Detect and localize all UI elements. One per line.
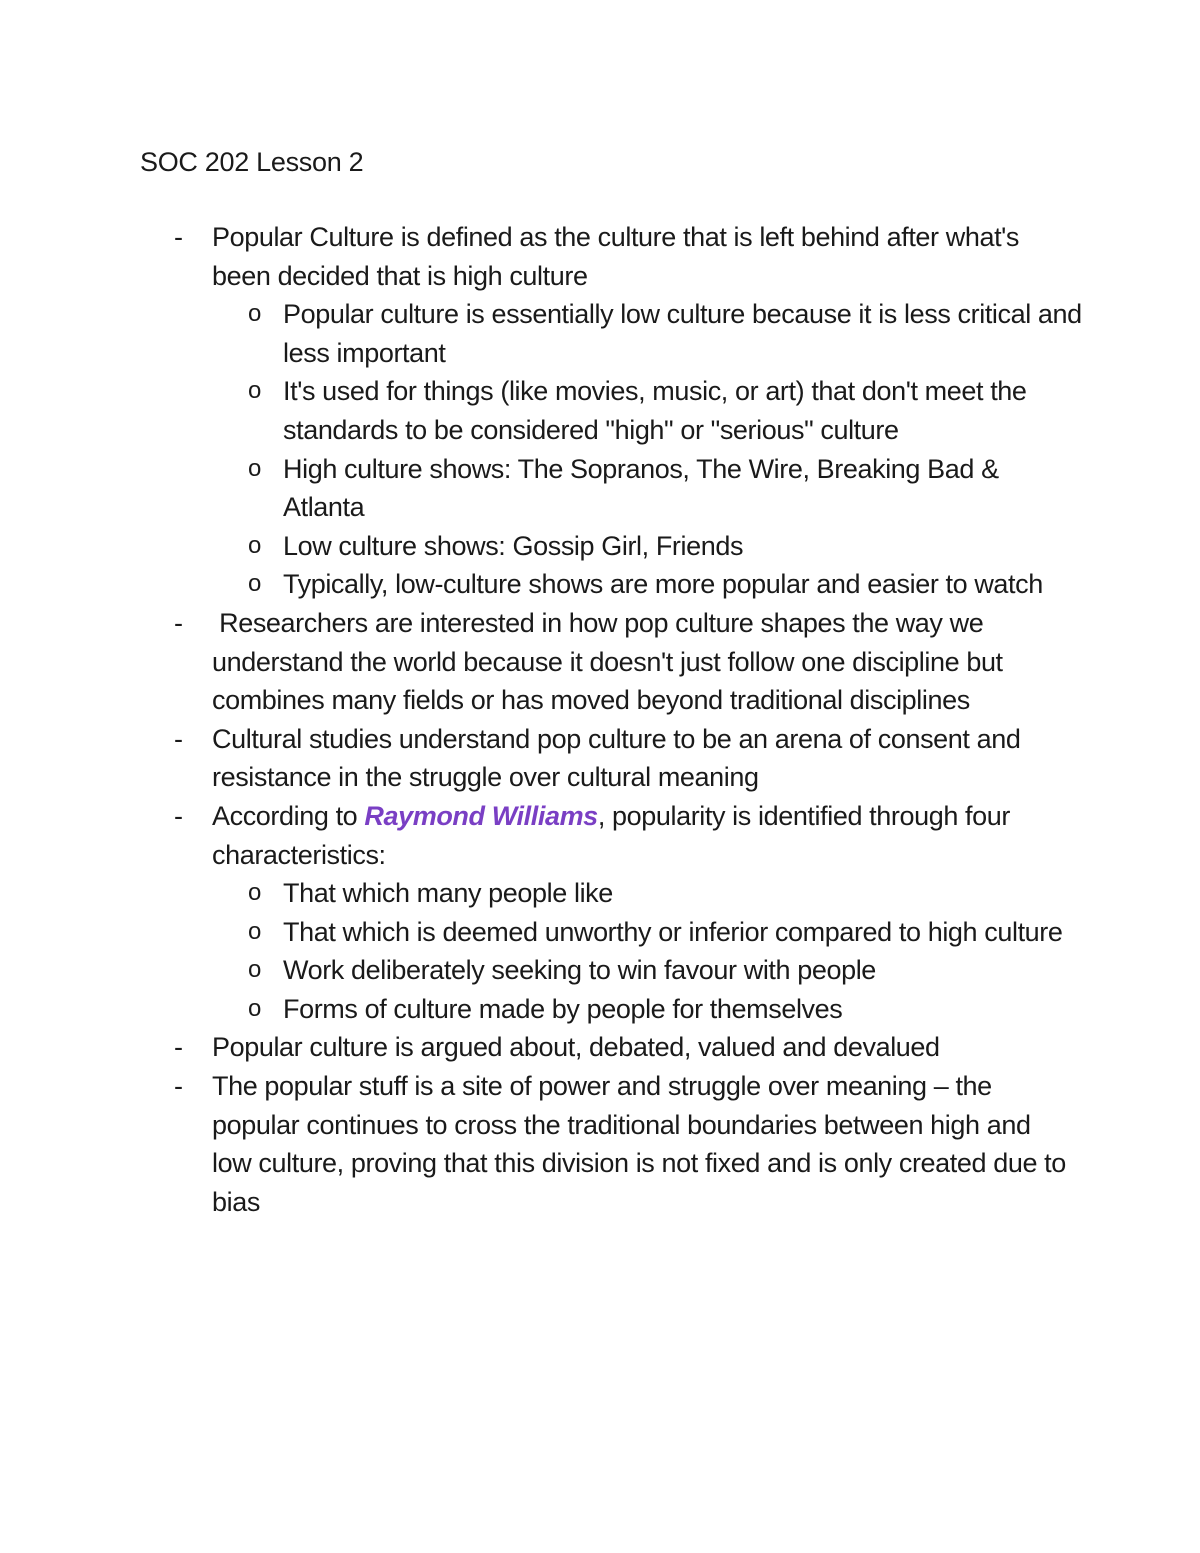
sub-list-item-text: It's used for things (like movies, music, or art) that don't meet the standards to be considered "high" or "serious" culture xyxy=(283,376,1027,445)
sub-list-item-text: Typically, low-culture shows are more popular and easier to watch xyxy=(283,569,1043,600)
sub-list-item-text: That which many people like xyxy=(283,878,613,909)
sub-list-item xyxy=(0,913,1083,952)
dash-bullet: - xyxy=(174,1032,183,1063)
sub-list-item xyxy=(0,527,1083,566)
list-item xyxy=(0,1067,1072,1221)
dash-bullet: - xyxy=(174,607,183,638)
circle-bullet: o xyxy=(248,300,261,328)
circle-bullet: o xyxy=(248,377,261,405)
list-item-text-before: According to xyxy=(212,800,365,831)
list-item-text: The popular stuff is a site of power and struggle over meaning – the popular continues to cross the traditional boundaries between high and low culture, proving that this division is not fixed and is only created due to bias xyxy=(212,1071,1066,1217)
sub-list-item-text: High culture shows: The Sopranos, The Wire, Breaking Bad & Atlanta xyxy=(283,453,999,523)
list-item-text: Researchers are interested in how pop culture shapes the way we understand the world because it doesn't just follow one discipline but combines many fields or has moved beyond traditional disciplines xyxy=(212,607,1010,716)
sub-list-item-text: Forms of culture made by people for themselves xyxy=(283,993,843,1024)
dash-bullet: - xyxy=(174,800,183,831)
circle-bullet: o xyxy=(248,454,261,482)
sub-list-item xyxy=(0,295,1083,372)
sub-list-item xyxy=(0,450,1083,527)
sub-list-item-text: Low culture shows: Gossip Girl, Friends xyxy=(283,530,744,561)
list-item-text: Popular Culture is defined as the culture that is left behind after what's been decided that is high culture xyxy=(212,222,1020,291)
sub-list-item xyxy=(0,565,1083,604)
list-item xyxy=(0,218,1072,295)
sub-list-item xyxy=(0,874,1083,913)
page-title: SOC 202 Lesson 2 xyxy=(140,147,364,177)
sub-list-item-text: Work deliberately seeking to win favour with people xyxy=(283,955,876,986)
list-item-text: Cultural studies understand pop culture to be an arena of consent and resistance in the struggle over cultural meaning xyxy=(212,723,1021,793)
list-item xyxy=(0,797,1072,874)
sub-list-item-text: Popular culture is essentially low culture because it is less critical and less important xyxy=(283,299,1082,368)
dash-bullet: - xyxy=(174,1071,183,1102)
list-item xyxy=(0,720,1072,797)
sub-list-item xyxy=(0,990,1083,1029)
circle-bullet: o xyxy=(248,879,261,907)
list-item xyxy=(0,1028,1072,1067)
dash-bullet: - xyxy=(174,222,183,252)
dash-bullet: - xyxy=(174,723,183,754)
sub-list-item-text: That which is deemed unworthy or inferior compared to high culture xyxy=(283,916,1063,947)
sub-list-item xyxy=(0,951,1083,990)
circle-bullet: o xyxy=(248,570,261,598)
list-item xyxy=(0,604,1072,720)
list-item-text-after: , popularity is identified through four characteristics: xyxy=(212,800,1010,870)
notes-list xyxy=(0,218,1200,1221)
circle-bullet: o xyxy=(248,917,261,945)
list-item-text: Popular culture is argued about, debated, valued and devalued xyxy=(212,1032,940,1063)
sub-list-item xyxy=(0,372,1083,449)
circle-bullet: o xyxy=(248,956,261,984)
circle-bullet: o xyxy=(248,531,261,559)
circle-bullet: o xyxy=(248,994,261,1022)
highlighted-name: Raymond Williams xyxy=(364,800,598,831)
